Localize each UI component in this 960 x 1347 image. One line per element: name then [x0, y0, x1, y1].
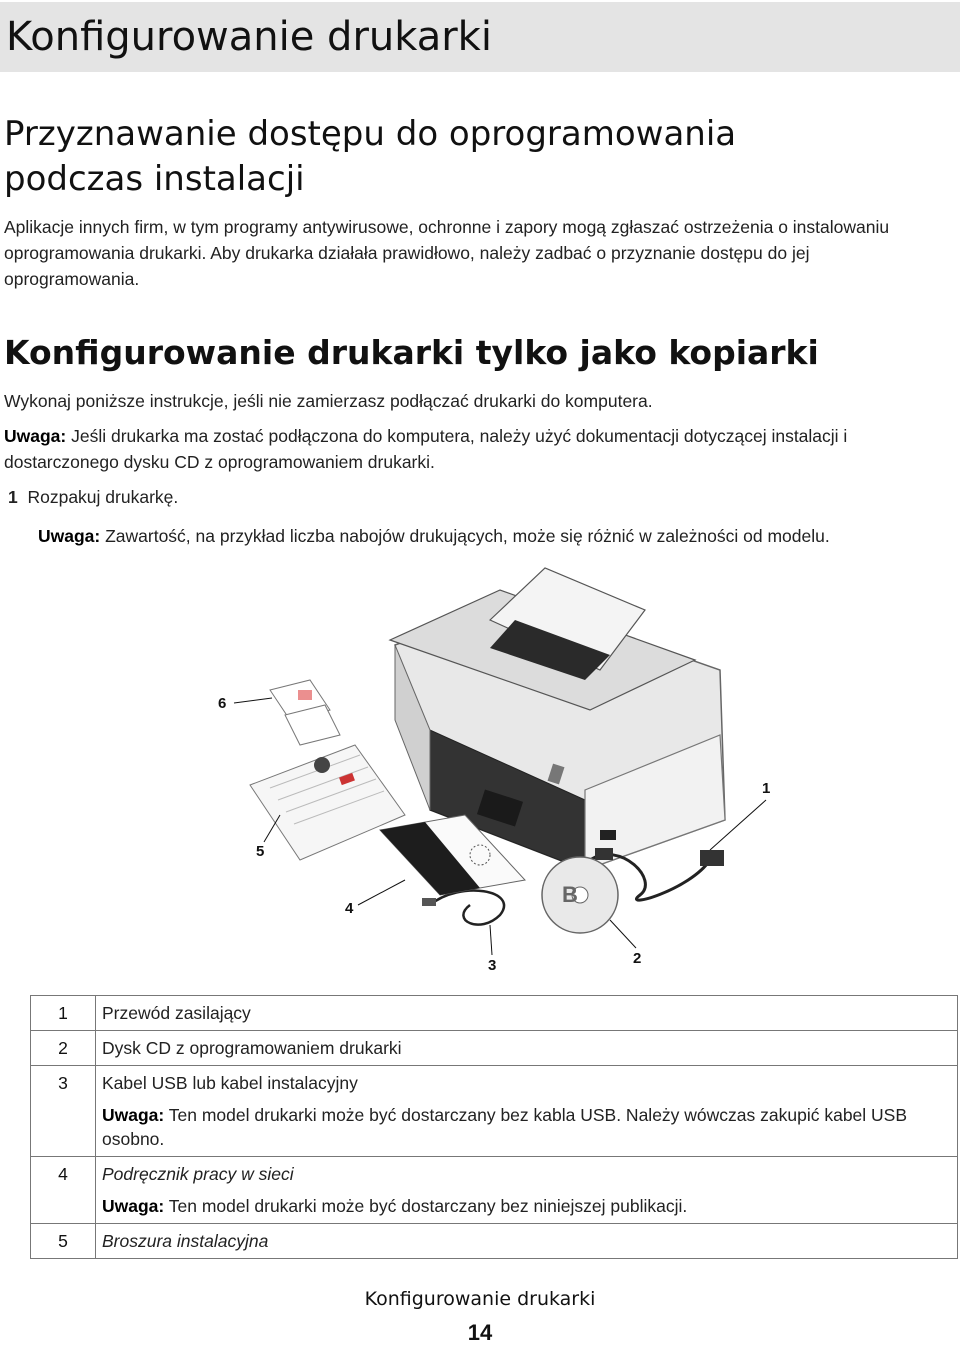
table-row — [31, 996, 958, 1031]
note-text: Jeśli drukarka ma zostać podłączona do komputera, należy użyć dokumentacji dotyczącej instalacji i dostarczonego dysku CD z oprogramowaniem drukarki. — [4, 426, 848, 472]
item-note — [102, 1103, 951, 1151]
table-row — [31, 1157, 958, 1224]
item-number: 5 — [31, 1224, 96, 1259]
item-label: Dysk CD z oprogramowaniem drukarki — [96, 1031, 958, 1066]
table-row — [31, 1066, 958, 1157]
item-number: 3 — [31, 1066, 96, 1157]
item-note-label: Uwaga: — [102, 1105, 165, 1125]
item-note-label: Uwaga: — [102, 1196, 165, 1216]
item-label: Broszura instalacyjna — [96, 1224, 958, 1259]
item-label: Przewód zasilający — [96, 996, 958, 1031]
copier-note — [4, 423, 959, 475]
item-label: Kabel USB lub kabel instalacyjny — [102, 1073, 358, 1093]
copier-intro-paragraph: Wykonaj poniższe instrukcje, jeśli nie zamierzasz podłączać drukarki do komputera. — [4, 391, 653, 411]
chapter-title-bar — [0, 2, 960, 72]
section-heading-copier: Konfigurowanie drukarki tylko jako kopiarki — [4, 333, 819, 372]
note-label: Uwaga: — [4, 426, 67, 446]
access-paragraph: Aplikacje innych firm, w tym programy antywirusowe, ochronne i zapory mogą zgłaszać ostrzeżenia o instalowaniu oprogramowania drukarki. Aby drukarka działała prawidłowo, należy zadbać o przyznanie dostępu do jej oprogramowania. — [4, 217, 890, 289]
callout-3: 3 — [488, 957, 497, 974]
callout-2: 2 — [633, 950, 642, 967]
section-heading-line1: Przyznawanie dostępu do oprogramowania — [4, 114, 737, 154]
chapter-title: Konfigurowanie drukarki — [6, 14, 492, 60]
step-1-note — [38, 523, 958, 549]
step-note-text: Zawartość, na przykład liczba nabojów drukujących, może się różnić w zależności od modelu. — [100, 526, 830, 546]
item-number: 2 — [31, 1031, 96, 1066]
callout-4: 4 — [345, 900, 354, 917]
callout-1: 1 — [762, 780, 771, 797]
callout-5: 5 — [256, 843, 265, 860]
section-heading-access — [4, 112, 736, 202]
item-note — [102, 1194, 951, 1218]
item-number: 4 — [31, 1157, 96, 1224]
step-text: Rozpakuj drukarkę. — [27, 487, 179, 507]
section-heading-line2: podczas instalacji — [4, 159, 305, 199]
item-note-text: Ten model drukarki może być dostarczany bez kabla USB. Należy wówczas zakupić kabel USB osobno. — [102, 1105, 908, 1149]
item-cell — [96, 1066, 958, 1157]
step-note-label: Uwaga: — [38, 526, 101, 546]
item-cell — [96, 1157, 958, 1224]
svg-text:B: B — [562, 882, 578, 907]
contents-table — [30, 995, 958, 1259]
printer-contents-illustration — [190, 560, 790, 980]
footer-chapter-title: Konfigurowanie drukarki — [364, 1288, 596, 1310]
table-row — [31, 1224, 958, 1259]
step-number: 1 — [8, 487, 18, 507]
step-1 — [8, 484, 178, 510]
page-number: 14 — [467, 1320, 493, 1345]
item-number: 1 — [31, 996, 96, 1031]
table-row — [31, 1031, 958, 1066]
callout-6: 6 — [218, 695, 227, 712]
item-note-text: Ten model drukarki może być dostarczany bez niniejszej publikacji. — [164, 1196, 688, 1216]
item-label: Podręcznik pracy w sieci — [102, 1164, 294, 1184]
